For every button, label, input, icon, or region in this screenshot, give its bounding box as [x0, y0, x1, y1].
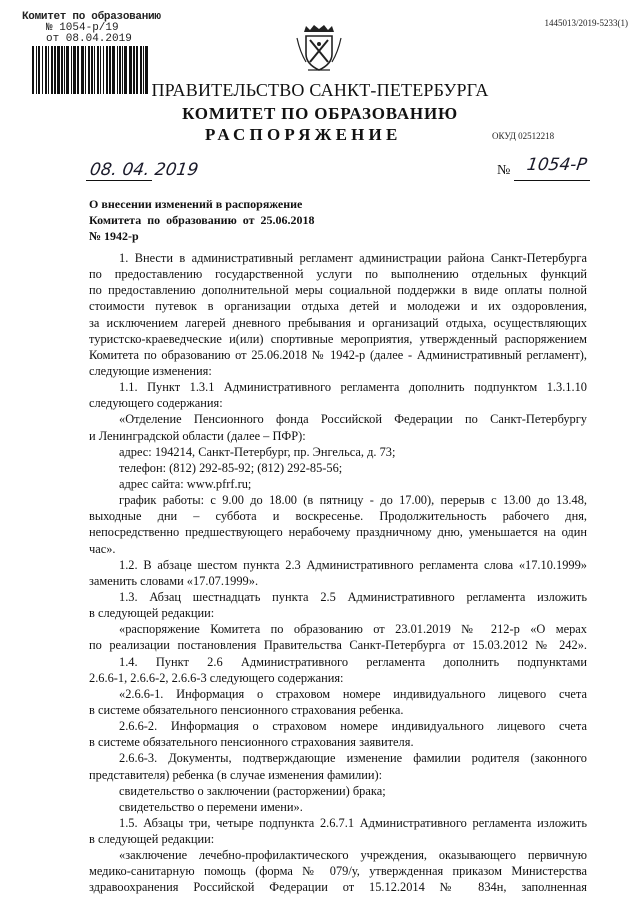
- number-sign: №: [497, 163, 511, 178]
- body-line: 1.1. Пункт 1.3.1 Административного регламента дополнить подпунктом 1.3.1.10: [119, 380, 587, 395]
- body-line: в системе обязательного пенсионного страхования ребенка.: [89, 702, 404, 717]
- body-line: свидетельство о перемени имени».: [119, 799, 303, 814]
- body-line: «Отделение Пенсионного фонда Российской Федерации по Санкт-Петербургу: [119, 412, 587, 427]
- body-line: 2.6.6-3. Документы, подтверждающие изменение фамилии родителя (законного: [119, 751, 587, 766]
- body-line: здравоохранения Российской Федерации от 15.12.2014 № 834н, заполненная: [89, 880, 587, 895]
- body-line: медико-санитарную помощь (форма № 079/у, утвержденная приказом Министерства: [89, 864, 587, 879]
- body-line: телефон: (812) 292-85-92; (812) 292-85-56;: [119, 460, 343, 475]
- body-line: 1.4. Пункт 2.6 Административного регламента дополнить подпунктами: [119, 654, 587, 669]
- body-line: в следующей редакции:: [89, 606, 215, 621]
- body-line: стоимости путевок в организации отдыха детей и молодежи и их оздоровления,: [89, 299, 587, 314]
- stamp-committee: Комитет по образованию: [22, 11, 161, 23]
- body-line: по реализации постановления Правительства Санкт-Петербурга от 15.03.2012 № 242».: [89, 638, 587, 653]
- body-line: «распоряжение Комитета по образованию от 23.01.2019 № 212-р «О мерах: [119, 622, 587, 637]
- body-line: час».: [89, 541, 116, 556]
- body-line: «2.6.6-1. Информация о страховом номере индивидуального лицевого счета: [119, 686, 587, 701]
- body-line: туристско-краеведческие и(или) спортивные мероприятия, утвержденный распоряжением: [89, 331, 587, 346]
- handwritten-number: 1054-Р: [525, 155, 589, 175]
- document-subject: [89, 196, 359, 244]
- subject-line: О внесении изменений в распоряжение: [89, 197, 303, 211]
- body-line: адрес: 194214, Санкт-Петербург, пр. Энгельса, д. 73;: [119, 444, 396, 459]
- number-underline: [514, 180, 590, 181]
- body-line: 2.6.6-2. Информация о страховом номере индивидуального лицевого счета: [119, 719, 587, 734]
- body-line: непосредственно предшествующего нерабочему праздничному дню, уменьшается на один: [89, 525, 587, 540]
- body-line: по предоставлению государственной услуги по выполнению отдельных функций: [89, 267, 587, 282]
- date-underline: [86, 180, 152, 181]
- coat-of-arms-emblem: [294, 22, 344, 74]
- body-line: 1. Внести в административный регламент администрации района Санкт-Петербурга: [119, 251, 587, 265]
- body-line: и Ленинградской области (далее – ПФР):: [89, 428, 306, 443]
- body-line: следующего содержания:: [89, 396, 223, 411]
- body-line: адрес сайта: www.pfrf.ru;: [119, 476, 252, 491]
- body-line: выходные дни – суббота и воскресенье. Продолжительность рабочего дня,: [89, 509, 587, 524]
- body-line: следующие изменения:: [89, 363, 212, 378]
- body-line: в системе обязательного пенсионного страхования заявителя.: [89, 735, 414, 750]
- body-line: 1.3. Абзац шестнадцать пункта 2.5 Административного регламента изложить: [119, 589, 587, 604]
- body-line: в следующей редакции:: [89, 832, 215, 847]
- document-id: 1445013/2019-5233(1): [544, 18, 628, 28]
- body-line: представителя) ребенка (в случае изменения фамилии):: [89, 767, 383, 782]
- body-line: «заключение лечебно-профилактического учреждения, оказывающего первичную: [119, 848, 587, 863]
- registration-stamp: [22, 12, 162, 45]
- body-line: 1.2. В абзаце шестом пункта 2.3 Административного регламента слова «17.10.1999»: [119, 557, 587, 572]
- okud-code: ОКУД 02512218: [492, 131, 555, 141]
- government-title: ПРАВИТЕЛЬСТВО САНКТ-ПЕТЕРБУРГА: [151, 80, 489, 100]
- document-type: РАСПОРЯЖЕНИЕ: [205, 125, 402, 144]
- body-line: график работы: с 9.00 до 18.00 (в пятницу - до 17.00), перерыв с 13.00 до 13.48,: [119, 493, 587, 508]
- handwritten-date: 08. 04. 2019: [88, 160, 200, 180]
- body-line: 1.5. Абзацы три, четыре подпункта 2.6.7.1 Административного регламента изложить: [119, 815, 587, 830]
- body-line: свидетельство о заключении (расторжении) брака;: [119, 783, 386, 798]
- body-line: за исключением лагерей дневного пребывания и организаций отдыха, осуществляющих: [89, 315, 587, 330]
- document-body: [89, 250, 587, 896]
- body-line: 2.6.6-1, 2.6.6-2, 2.6.6-3 следующего содержания:: [89, 670, 344, 685]
- stamp-date: от 08.04.2019: [46, 33, 132, 45]
- body-line: Комитета по образованию от 25.06.2018 № 1942-р (далее - Административный регламент),: [89, 347, 587, 362]
- committee-title: КОМИТЕТ ПО ОБРАЗОВАНИЮ: [182, 104, 458, 123]
- body-line: заменить словами «17.07.1999».: [89, 573, 259, 588]
- subject-line: № 1942-р: [89, 229, 139, 243]
- body-line: по предоставлению дополнительной меры социальной поддержки в виде оплаты полной: [89, 283, 587, 298]
- subject-line: Комитета по образованию от 25.06.2018: [89, 213, 315, 227]
- stamp-number: № 1054-р/19: [46, 22, 119, 34]
